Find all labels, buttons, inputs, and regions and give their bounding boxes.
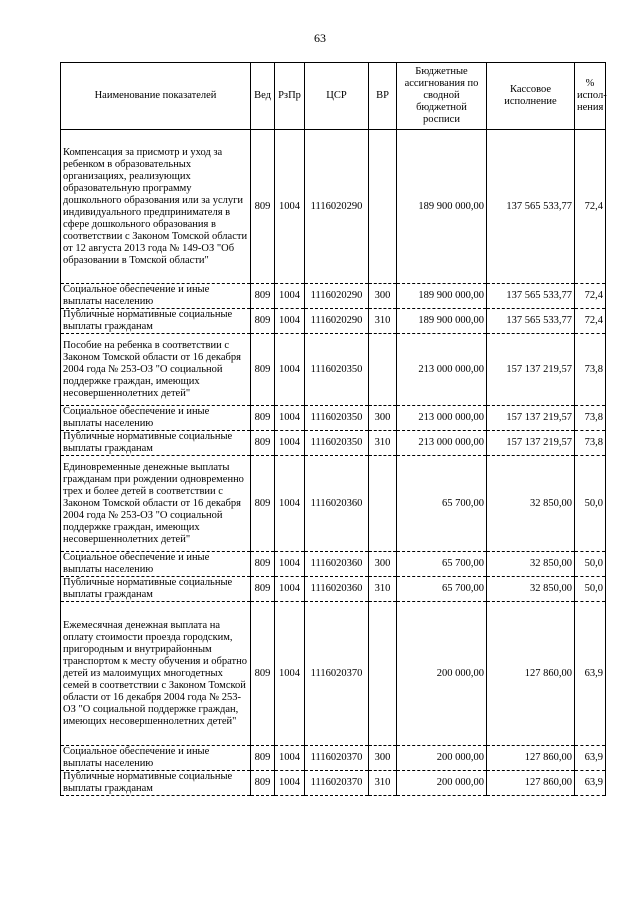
table-header-row xyxy=(61,63,606,130)
cell-budget-allocations: 65 700,00 xyxy=(397,456,487,552)
table-row xyxy=(61,746,606,771)
cell-cash-execution: 137 565 533,77 xyxy=(487,284,575,309)
cell-execution-percent: 63,9 xyxy=(575,602,606,746)
cell-department: 809 xyxy=(251,284,275,309)
cell-name: Ежемесячная денежная выплата на оплату стоимости проезда городским, пригородным и внутрирайонным транспортом к месту обучения и обратно детей из малоимущих многодетных семей в соответствии с Законом Томской области от 16 декабря 2004 года № 253-ОЗ "О социальной поддержке граждан, имеющих несовершеннолетних детей" xyxy=(61,602,251,746)
header-expense-type: ВР xyxy=(369,63,397,130)
cell-department: 809 xyxy=(251,771,275,796)
cell-name: Социальное обеспечение и иные выплаты населению xyxy=(61,746,251,771)
table-row xyxy=(61,577,606,602)
cell-budget-allocations: 200 000,00 xyxy=(397,602,487,746)
cell-department: 809 xyxy=(251,406,275,431)
cell-target-article: 1116020360 xyxy=(305,456,369,552)
cell-expense-type: 300 xyxy=(369,746,397,771)
cell-name: Публичные нормативные социальные выплаты гражданам xyxy=(61,771,251,796)
cell-budget-allocations: 65 700,00 xyxy=(397,552,487,577)
cell-target-article: 1116020360 xyxy=(305,552,369,577)
header-budget-allocations: Бюджетные ассигнования по сводной бюджетной росписи xyxy=(397,63,487,130)
cell-budget-allocations: 189 900 000,00 xyxy=(397,309,487,334)
cell-budget-allocations: 65 700,00 xyxy=(397,577,487,602)
cell-expense-type xyxy=(369,130,397,284)
table-row xyxy=(61,552,606,577)
cell-department: 809 xyxy=(251,431,275,456)
header-indicator-name: Наименование показателей xyxy=(61,63,251,130)
table-row xyxy=(61,431,606,456)
header-section: РзПр xyxy=(275,63,305,130)
header-cash-execution: Кассовое исполнение xyxy=(487,63,575,130)
cell-name: Социальное обеспечение и иные выплаты населению xyxy=(61,406,251,431)
cell-execution-percent: 72,4 xyxy=(575,284,606,309)
cell-expense-type xyxy=(369,456,397,552)
cell-department: 809 xyxy=(251,552,275,577)
cell-name: Публичные нормативные социальные выплаты гражданам xyxy=(61,431,251,456)
cell-budget-allocations: 189 900 000,00 xyxy=(397,130,487,284)
cell-name: Публичные нормативные социальные выплаты гражданам xyxy=(61,577,251,602)
cell-section: 1004 xyxy=(275,406,305,431)
cell-cash-execution: 32 850,00 xyxy=(487,456,575,552)
cell-section: 1004 xyxy=(275,746,305,771)
cell-execution-percent: 72,4 xyxy=(575,309,606,334)
cell-budget-allocations: 213 000 000,00 xyxy=(397,406,487,431)
cell-expense-type: 310 xyxy=(369,577,397,602)
cell-expense-type: 300 xyxy=(369,406,397,431)
cell-section: 1004 xyxy=(275,309,305,334)
cell-execution-percent: 73,8 xyxy=(575,406,606,431)
cell-cash-execution: 127 860,00 xyxy=(487,771,575,796)
cell-target-article: 1116020290 xyxy=(305,284,369,309)
cell-name: Единовременные денежные выплаты гражданам при рождении одновременно трех и более детей в соответствии с Законом Томской области от 16 декабря 2004 года № 253-ОЗ "О социальной поддержке граждан, имеющих несовершеннолетних детей" xyxy=(61,456,251,552)
cell-expense-type: 300 xyxy=(369,552,397,577)
cell-department: 809 xyxy=(251,130,275,284)
cell-section: 1004 xyxy=(275,771,305,796)
cell-budget-allocations: 200 000,00 xyxy=(397,771,487,796)
table-row xyxy=(61,771,606,796)
table-row xyxy=(61,406,606,431)
cell-cash-execution: 157 137 219,57 xyxy=(487,431,575,456)
cell-execution-percent: 73,8 xyxy=(575,334,606,406)
table-row xyxy=(61,456,606,552)
cell-section: 1004 xyxy=(275,577,305,602)
cell-expense-type: 310 xyxy=(369,771,397,796)
cell-department: 809 xyxy=(251,577,275,602)
cell-execution-percent: 50,0 xyxy=(575,577,606,602)
cell-budget-allocations: 213 000 000,00 xyxy=(397,334,487,406)
cell-department: 809 xyxy=(251,334,275,406)
cell-department: 809 xyxy=(251,602,275,746)
header-target-article: ЦСР xyxy=(305,63,369,130)
cell-cash-execution: 127 860,00 xyxy=(487,746,575,771)
table-row xyxy=(61,130,606,284)
header-execution-percent: % испол-нения xyxy=(575,63,606,130)
table-row xyxy=(61,309,606,334)
cell-execution-percent: 50,0 xyxy=(575,552,606,577)
cell-expense-type xyxy=(369,334,397,406)
cell-cash-execution: 32 850,00 xyxy=(487,577,575,602)
cell-execution-percent: 50,0 xyxy=(575,456,606,552)
table-row xyxy=(61,334,606,406)
cell-cash-execution: 32 850,00 xyxy=(487,552,575,577)
cell-cash-execution: 127 860,00 xyxy=(487,602,575,746)
cell-expense-type: 310 xyxy=(369,309,397,334)
page-number: 63 xyxy=(314,31,326,45)
cell-target-article: 1116020350 xyxy=(305,406,369,431)
cell-section: 1004 xyxy=(275,456,305,552)
cell-section: 1004 xyxy=(275,334,305,406)
cell-name: Социальное обеспечение и иные выплаты населению xyxy=(61,552,251,577)
cell-section: 1004 xyxy=(275,431,305,456)
cell-cash-execution: 157 137 219,57 xyxy=(487,406,575,431)
cell-name: Социальное обеспечение и иные выплаты населению xyxy=(61,284,251,309)
cell-target-article: 1116020370 xyxy=(305,602,369,746)
cell-section: 1004 xyxy=(275,602,305,746)
cell-department: 809 xyxy=(251,746,275,771)
cell-section: 1004 xyxy=(275,284,305,309)
table-row xyxy=(61,284,606,309)
cell-cash-execution: 137 565 533,77 xyxy=(487,309,575,334)
cell-target-article: 1116020360 xyxy=(305,577,369,602)
cell-cash-execution: 157 137 219,57 xyxy=(487,334,575,406)
budget-execution-table xyxy=(60,62,606,796)
cell-execution-percent: 73,8 xyxy=(575,431,606,456)
cell-name: Компенсация за присмотр и уход за ребенком в образовательных организациях, реализующих образовательную программу дошкольного образования или за услуги индивидуального предпринимателя в сфере дошкольного образования в соответствии с Законом Томской области от 12 августа 2013 года № 149-ОЗ "Об образовании в Томской области" xyxy=(61,130,251,284)
header-department: Вед xyxy=(251,63,275,130)
cell-expense-type: 300 xyxy=(369,284,397,309)
cell-target-article: 1116020290 xyxy=(305,130,369,284)
cell-cash-execution: 137 565 533,77 xyxy=(487,130,575,284)
table-row xyxy=(61,602,606,746)
cell-section: 1004 xyxy=(275,130,305,284)
cell-budget-allocations: 213 000 000,00 xyxy=(397,431,487,456)
cell-name: Пособие на ребенка в соответствии с Законом Томской области от 16 декабря 2004 года № 253-ОЗ "О социальной поддержке граждан, имеющих несовершеннолетних детей" xyxy=(61,334,251,406)
cell-budget-allocations: 189 900 000,00 xyxy=(397,284,487,309)
cell-target-article: 1116020350 xyxy=(305,431,369,456)
cell-target-article: 1116020370 xyxy=(305,746,369,771)
cell-execution-percent: 72,4 xyxy=(575,130,606,284)
cell-target-article: 1116020370 xyxy=(305,771,369,796)
cell-execution-percent: 63,9 xyxy=(575,746,606,771)
cell-target-article: 1116020290 xyxy=(305,309,369,334)
cell-section: 1004 xyxy=(275,552,305,577)
cell-budget-allocations: 200 000,00 xyxy=(397,746,487,771)
cell-target-article: 1116020350 xyxy=(305,334,369,406)
cell-expense-type: 310 xyxy=(369,431,397,456)
cell-expense-type xyxy=(369,602,397,746)
cell-name: Публичные нормативные социальные выплаты гражданам xyxy=(61,309,251,334)
cell-department: 809 xyxy=(251,309,275,334)
cell-department: 809 xyxy=(251,456,275,552)
cell-execution-percent: 63,9 xyxy=(575,771,606,796)
